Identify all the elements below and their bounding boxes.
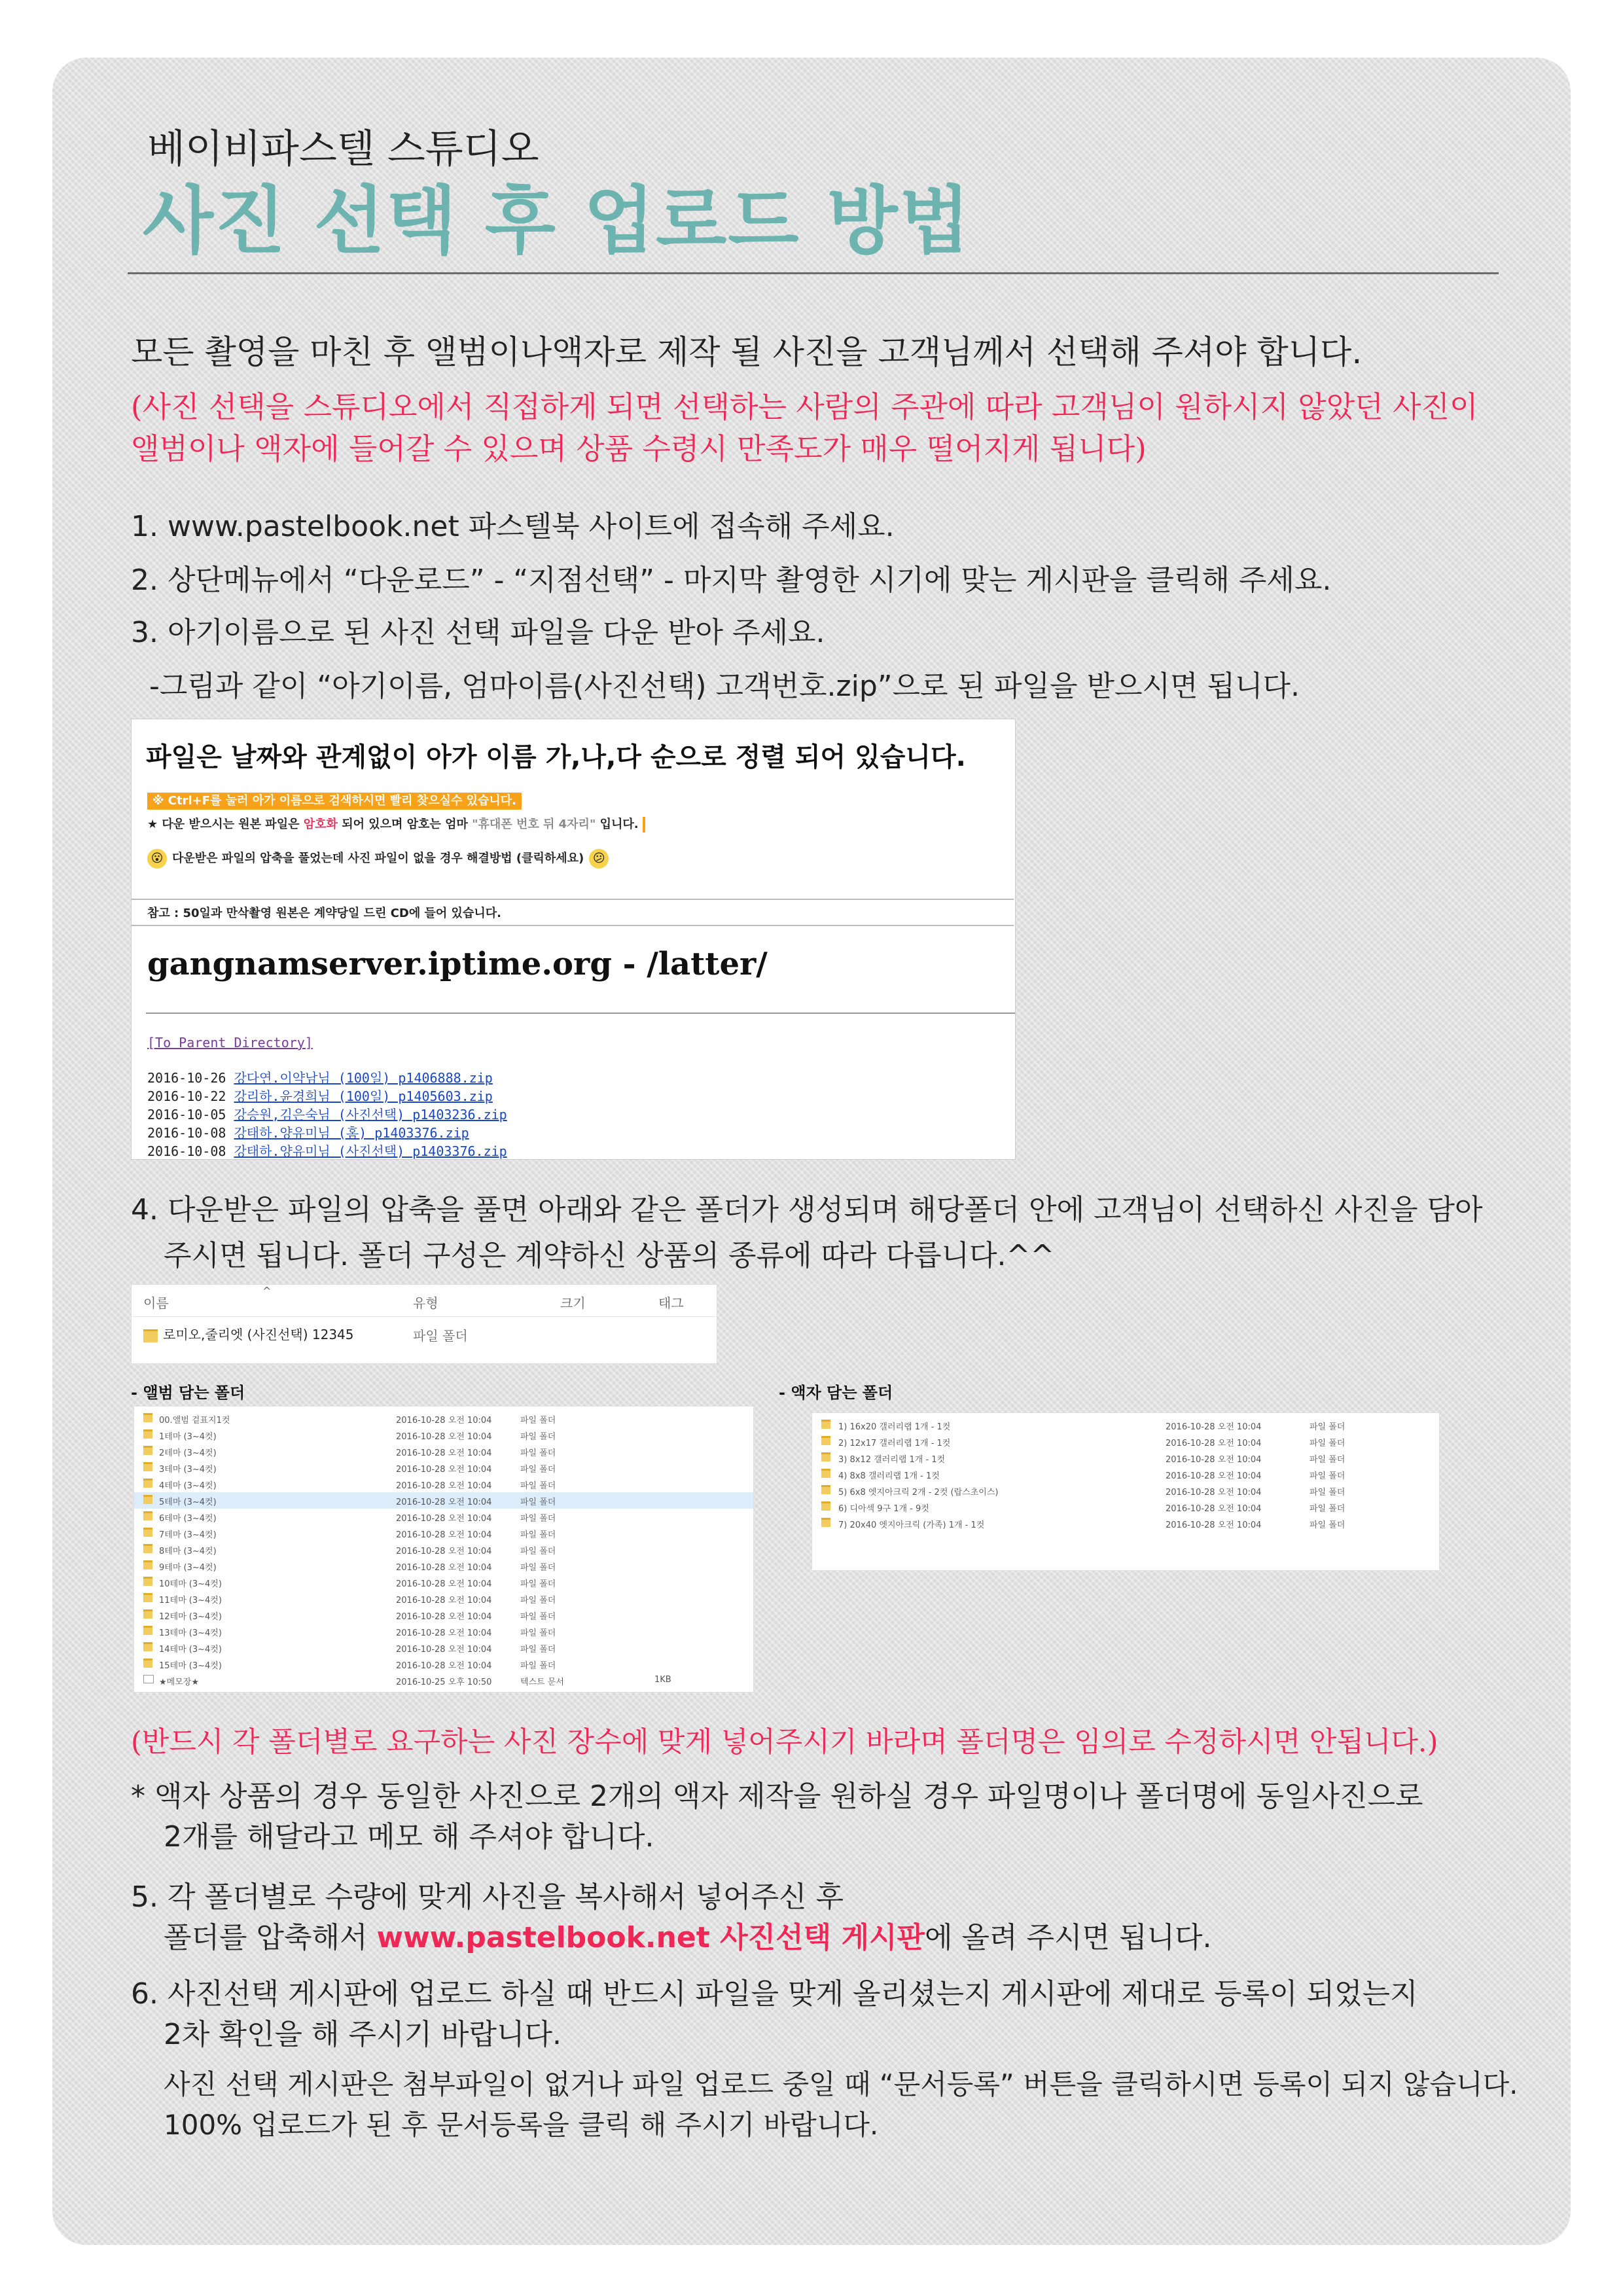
server-heading: gangnamserver.iptime.org - /latter/ [147, 946, 768, 982]
row-type: 파일 폴더 [1310, 1422, 1346, 1432]
list-item[interactable] [134, 1607, 753, 1623]
frame-folder-list [812, 1412, 1440, 1571]
file-listing [147, 1067, 998, 1159]
row-name: 3테마 (3~4컷) [159, 1465, 217, 1475]
row-size: 1KB [654, 1675, 671, 1685]
list-item[interactable] [812, 1417, 1439, 1433]
row-type: 파일 폴더 [520, 1514, 556, 1524]
text-file-icon [143, 1675, 154, 1683]
password-notice: ★ 다운 받으시는 원본 파일은 암호화 되어 있으며 암호는 엄마 "휴대폰 번호 뒤 4자리" 입니다. [147, 815, 645, 833]
list-item[interactable] [134, 1640, 753, 1656]
list-item: 2016-10-26 강다연.이약남님 (100일) p1406888.zip [147, 1070, 493, 1086]
row-name: 15테마 (3~4컷) [159, 1661, 222, 1671]
folder-row[interactable]: 로미오,줄리엣 (사진선택) 12345 [143, 1324, 354, 1343]
row-date: 2016-10-28 오전 10:04 [396, 1661, 492, 1671]
folder-icon [143, 1413, 152, 1422]
row-date: 2016-10-28 오전 10:04 [396, 1645, 492, 1655]
folder-icon [143, 1626, 152, 1635]
parent-directory-link[interactable]: [To Parent Directory] [147, 1035, 313, 1050]
folder-icon [143, 1593, 152, 1602]
row-name: 14테마 (3~4컷) [159, 1645, 222, 1655]
row-type: 파일 폴더 [1310, 1520, 1346, 1530]
folder-icon [821, 1485, 830, 1494]
row-name: 7) 20x40 엣지아크릭 (가족) 1개 - 1컷 [838, 1520, 985, 1530]
row-type: 파일 폴더 [520, 1661, 556, 1671]
row-type: 텍스트 문서 [520, 1677, 564, 1687]
column-name[interactable]: 이름 [143, 1295, 169, 1311]
step-6-line-1: 6. 사진선택 게시판에 업로드 하실 때 반드시 파일을 맞게 올리셨는지 게시판에 제대로 등록이 되었는지 [131, 1977, 1418, 2011]
folder-icon [821, 1501, 830, 1511]
list-item[interactable] [134, 1623, 753, 1640]
row-date: 2016-10-28 오전 10:04 [396, 1498, 492, 1507]
row-name: 11테마 (3~4컷) [159, 1596, 222, 1605]
cd-note: 참고 : 50일과 만삭촬영 원본은 계약당일 드린 CD에 들어 있습니다. [147, 906, 501, 920]
row-name: 4테마 (3~4컷) [159, 1481, 217, 1491]
row-date: 2016-10-28 오전 10:04 [396, 1416, 492, 1426]
step-3: 3. 아기이름으로 된 사진 선택 파일을 다운 받아 주세요. [131, 616, 825, 649]
step-5-line-2: 폴더를 압축해서 www.pastelbook.net 사진선택 게시판에 올려 주시면 됩니다. [164, 1921, 1212, 1954]
folder-icon [143, 1659, 152, 1668]
row-type: 파일 폴더 [520, 1579, 556, 1589]
row-name: 1테마 (3~4컷) [159, 1432, 217, 1442]
row-name: 12테마 (3~4컷) [159, 1612, 222, 1622]
row-name: 3) 8x12 갤러리랩 1개 - 1컷 [838, 1455, 946, 1465]
row-type: 파일 폴더 [520, 1530, 556, 1540]
row-date: 2016-10-28 오전 10:04 [396, 1596, 492, 1605]
column-type[interactable]: 유형 [413, 1295, 438, 1311]
surprised-face-icon: 😮 [147, 849, 167, 869]
column-tags[interactable]: 태그 [658, 1295, 684, 1311]
row-name: 6) 디아섹 9구 1개 - 9컷 [838, 1504, 929, 1514]
folder-icon [143, 1329, 158, 1342]
list-item[interactable] [134, 1476, 753, 1492]
list-item[interactable] [812, 1515, 1439, 1532]
row-type: 파일 폴더 [520, 1547, 556, 1556]
header-divider [128, 272, 1499, 274]
row-type: 파일 폴더 [520, 1563, 556, 1573]
album-label: - 앨범 담는 폴더 [131, 1384, 245, 1402]
row-date: 2016-10-28 오전 10:04 [396, 1612, 492, 1622]
row-date: 2016-10-28 오전 10:04 [396, 1547, 492, 1556]
confused-face-icon: 😕 [589, 849, 609, 869]
list-item[interactable] [134, 1672, 753, 1689]
row-type: 파일 폴더 [520, 1596, 556, 1605]
row-name: 9테마 (3~4컷) [159, 1563, 217, 1573]
folder-icon [143, 1609, 152, 1619]
row-type: 파일 폴더 [520, 1498, 556, 1507]
search-tip-highlight: ※ Ctrl+F를 눌러 아가 이름으로 검색하시면 빨리 찾으실수 있습니다. [147, 793, 522, 810]
cd-note-bar [132, 899, 1014, 926]
folder-icon [143, 1462, 152, 1471]
row-type: 파일 폴더 [520, 1628, 556, 1638]
folder-icon [143, 1560, 152, 1570]
folder-icon [143, 1511, 152, 1520]
help-link[interactable]: 😮 다운받은 파일의 압축을 풀었는데 사진 파일이 없을 경우 해결방법 (클릭하세요) 😕 [147, 849, 609, 869]
list-item[interactable] [134, 1492, 753, 1509]
must-note: (반드시 각 폴더별로 요구하는 사진 장수에 맞게 넣어주시기 바라며 폴더명은 임의로 수정하시면 안됩니다.) [131, 1726, 1438, 1759]
sort-notice: 파일은 날짜와 관계없이 아가 이름 가,나,다 순으로 정렬 되어 있습니다. [146, 742, 966, 772]
row-date: 2016-10-25 오후 10:50 [396, 1677, 492, 1687]
intro-warning [131, 386, 1478, 470]
step-5-line-1: 5. 각 폴더별로 수량에 맞게 사진을 복사해서 넣어주신 후 [131, 1880, 844, 1914]
row-name: 2) 12x17 갤러리랩 1개 - 1컷 [838, 1439, 951, 1448]
row-type: 파일 폴더 [520, 1645, 556, 1655]
step-1: 1. www.pastelbook.net 파스텔북 사이트에 접속해 주세요. [131, 510, 895, 543]
step-6-line-4: 100% 업로드가 된 후 문서등록을 클릭 해 주시기 바랍니다. [164, 2109, 879, 2141]
row-name: 00.앨범 겉표지1컷 [159, 1416, 230, 1426]
folder-icon [821, 1420, 830, 1429]
row-date: 2016-10-28 오전 10:04 [396, 1465, 492, 1475]
list-item[interactable] [134, 1460, 753, 1476]
row-date: 2016-10-28 오전 10:04 [396, 1514, 492, 1524]
list-item[interactable] [812, 1433, 1439, 1450]
row-type: 파일 폴더 [1310, 1504, 1346, 1514]
folder-type: 파일 폴더 [413, 1328, 468, 1344]
frame-note-line-2: 2개를 해달라고 메모 해 주셔야 합니다. [164, 1820, 654, 1854]
list-item[interactable] [812, 1499, 1439, 1515]
row-name: 5테마 (3~4컷) [159, 1498, 217, 1507]
row-date: 2016-10-28 오전 10:04 [1166, 1488, 1262, 1498]
warning-line-2: 앨범이나 액자에 들어갈 수 있으며 상품 수령시 만족도가 매우 떨어지게 됩니다) [131, 431, 1147, 466]
folder-icon [143, 1577, 152, 1586]
list-item[interactable] [812, 1482, 1439, 1499]
row-name: 5) 6x8 엣지아크릭 2개 - 2컷 (랍스초이스) [838, 1488, 999, 1498]
row-type: 파일 폴더 [520, 1465, 556, 1475]
step-6-line-3: 사진 선택 게시판은 첨부파일이 없거나 파일 업로드 중일 때 “문서등록” 버튼을 클릭하시면 등록이 되지 않습니다. [164, 2068, 1518, 2100]
list-item[interactable] [134, 1574, 753, 1590]
list-item[interactable] [134, 1525, 753, 1541]
row-type: 파일 폴더 [520, 1432, 556, 1442]
row-name: 2테마 (3~4컷) [159, 1448, 217, 1458]
row-type: 파일 폴더 [520, 1612, 556, 1622]
row-name: 7테마 (3~4컷) [159, 1530, 217, 1540]
step-2: 2. 상단메뉴에서 “다운로드” - “지점선택” - 마지막 촬영한 시기에 맞는 게시판을 클릭해 주세요. [131, 564, 1332, 597]
list-item[interactable] [134, 1427, 753, 1443]
row-type: 파일 폴더 [520, 1416, 556, 1426]
file-link[interactable]: 강태하.양유미님 (홈) p1403376.zip [234, 1125, 469, 1141]
row-name: 10테마 (3~4컷) [159, 1579, 222, 1589]
folder-icon [821, 1518, 830, 1527]
list-item[interactable] [134, 1410, 753, 1427]
row-name: 1) 16x20 갤러리랩 1개 - 1컷 [838, 1422, 951, 1432]
row-date: 2016-10-28 오전 10:04 [396, 1628, 492, 1638]
row-name: 4) 8x8 갤러리랩 1개 - 1컷 [838, 1471, 940, 1481]
list-item[interactable] [812, 1450, 1439, 1466]
file-link[interactable]: 강다연.이약남님 (100일) p1406888.zip [234, 1070, 493, 1086]
page-title: 사진 선택 후 업로드 방법 [143, 179, 971, 264]
folder-icon [143, 1479, 152, 1488]
list-item[interactable] [134, 1509, 753, 1525]
row-type: 파일 폴더 [520, 1448, 556, 1458]
list-item[interactable] [134, 1656, 753, 1672]
row-date: 2016-10-28 오전 10:04 [1166, 1520, 1262, 1530]
row-date: 2016-10-28 오전 10:04 [396, 1530, 492, 1540]
file-link[interactable]: 강태하.양유미님 (사진선택) p1403376.zip [234, 1143, 507, 1159]
list-item[interactable] [134, 1443, 753, 1460]
row-type: 파일 폴더 [1310, 1488, 1346, 1498]
row-date: 2016-10-28 오전 10:04 [1166, 1455, 1262, 1465]
row-date: 2016-10-28 오전 10:04 [396, 1481, 492, 1491]
intro-text: 모든 촬영을 마친 후 앨범이나액자로 제작 될 사진을 고객님께서 선택해 주셔야 합니다. [131, 333, 1363, 371]
list-item: 2016-10-05 강승원,김은숙님 (사진선택) p1403236.zip [147, 1107, 507, 1122]
row-type: 파일 폴더 [1310, 1439, 1346, 1448]
studio-name: 베이비파스텔 스튜디오 [147, 126, 539, 172]
step-3-sub: -그림과 같이 “아기이름, 엄마이름(사진선택) 고객번호.zip”으로 된 파일을 받으시면 됩니다. [149, 670, 1300, 703]
step-4-line-2: 주시면 됩니다. 폴더 구성은 계약하신 상품의 종류에 따라 다릅니다.^^ [164, 1239, 1055, 1272]
sort-caret-icon: ^ [262, 1285, 272, 1297]
row-name: 6테마 (3~4컷) [159, 1514, 217, 1524]
step-6-line-2: 2차 확인을 해 주시기 바랍니다. [164, 2018, 562, 2051]
folder-icon [143, 1429, 152, 1439]
row-type: 파일 폴더 [520, 1481, 556, 1491]
list-item[interactable] [812, 1466, 1439, 1482]
row-date: 2016-10-28 오전 10:04 [396, 1448, 492, 1458]
list-item[interactable] [134, 1590, 753, 1607]
list-item: 2016-10-22 강리하.윤경희님 (100일) p1405603.zip [147, 1088, 493, 1104]
folder-icon [143, 1642, 152, 1651]
folder-icon [821, 1469, 830, 1478]
explorer-window [131, 1284, 717, 1364]
row-type: 파일 폴더 [1310, 1471, 1346, 1481]
folder-icon [143, 1446, 152, 1455]
photo-selection-board-link[interactable]: www.pastelbook.net 사진선택 게시판 [376, 1921, 925, 1954]
row-date: 2016-10-28 오전 10:04 [1166, 1439, 1262, 1448]
frame-label: - 액자 담는 폴더 [779, 1384, 893, 1402]
album-folder-list [134, 1406, 754, 1693]
row-date: 2016-10-28 오전 10:04 [1166, 1504, 1262, 1514]
row-date: 2016-10-28 오전 10:04 [1166, 1471, 1262, 1481]
warning-line-1: (사진 선택을 스튜디오에서 직접하게 되면 선택하는 사람의 주관에 따라 고객님이 원하시지 않았던 사진이 [131, 389, 1478, 424]
row-date: 2016-10-28 오전 10:04 [396, 1579, 492, 1589]
server-screenshot [131, 719, 1016, 1160]
listing-divider [146, 1013, 1015, 1014]
list-item: 2016-10-08 강태하.양유미님 (사진선택) p1403376.zip [147, 1143, 507, 1159]
row-date: 2016-10-28 오전 10:04 [396, 1563, 492, 1573]
list-item: 2016-10-08 강태하.양유미님 (홈) p1403376.zip [147, 1125, 469, 1141]
list-item[interactable] [134, 1541, 753, 1558]
frame-note-line-1: * 액자 상품의 경우 동일한 사진으로 2개의 액자 제작을 원하실 경우 파일명이나 폴더명에 동일사진으로 [131, 1780, 1423, 1813]
folder-icon [143, 1495, 152, 1504]
folder-icon [821, 1452, 830, 1462]
row-name: ★메모장★ [159, 1677, 199, 1687]
folder-icon [143, 1544, 152, 1553]
file-link[interactable]: 강리하.윤경희님 (100일) p1405603.zip [234, 1088, 493, 1104]
list-item[interactable] [134, 1558, 753, 1574]
row-date: 2016-10-28 오전 10:04 [1166, 1422, 1262, 1432]
row-date: 2016-10-28 오전 10:04 [396, 1432, 492, 1442]
folder-icon [143, 1528, 152, 1537]
row-name: 13테마 (3~4컷) [159, 1628, 222, 1638]
step-4-line-1: 4. 다운받은 파일의 압축을 풀면 아래와 같은 폴더가 생성되며 해당폴더 안에 고객님이 선택하신 사진을 담아 [131, 1193, 1483, 1227]
column-size[interactable]: 크기 [560, 1295, 586, 1311]
folder-icon [821, 1436, 830, 1445]
explorer-header [132, 1285, 717, 1317]
row-type: 파일 폴더 [1310, 1455, 1346, 1465]
row-name: 8테마 (3~4컷) [159, 1547, 217, 1556]
file-link[interactable]: 강승원,김은숙님 (사진선택) p1403236.zip [234, 1107, 507, 1122]
